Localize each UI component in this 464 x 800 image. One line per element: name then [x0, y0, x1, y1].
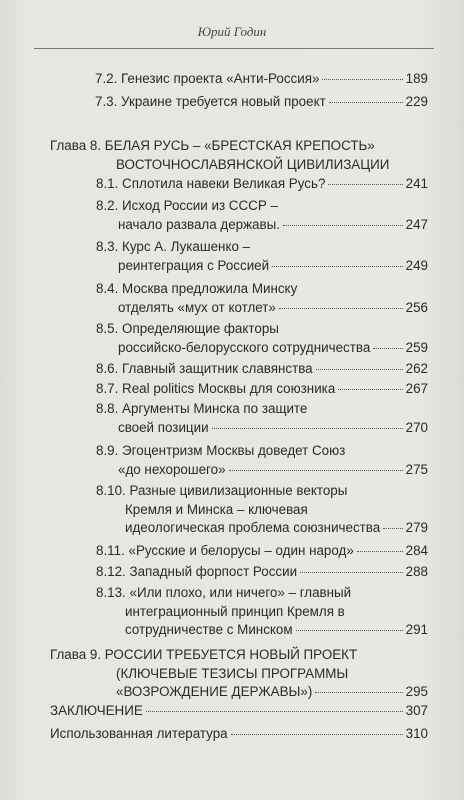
- toc-page-number: 259: [405, 339, 428, 355]
- toc-entry-title: Глава 8. БЕЛАЯ РУСЬ – «БРЕСТСКАЯ КРЕПОСТЬ»: [50, 138, 375, 153]
- toc-entry-title: 8.1. Сплотила навеки Великая Русь?: [96, 176, 326, 191]
- toc-entry-title: Глава 9. РОССИИ ТРЕБУЕТСЯ НОВЫЙ ПРОЕКТ: [50, 647, 358, 662]
- toc-entry-title: 8.3. Курс А. Лукашенко –: [96, 239, 251, 254]
- toc-entry-line: [118, 257, 428, 275]
- toc-page-number: 270: [405, 419, 428, 435]
- toc-entry-title: 7.2. Генезис проекта «Анти-Россия»: [95, 71, 320, 86]
- toc-leader-dots: [146, 711, 403, 712]
- toc-entry-line: [118, 299, 428, 317]
- toc-leader-dots: [229, 470, 403, 471]
- toc-entry-title: сотрудничестве с Минском: [125, 622, 293, 637]
- toc-leader-dots: [357, 551, 403, 552]
- toc-page-number: 288: [405, 564, 428, 579]
- toc-page-number: 307: [405, 703, 428, 718]
- toc-entry-line: [118, 461, 428, 479]
- toc-leader-dots: [231, 734, 403, 735]
- toc-entry-title: Кремля и Минска – ключевая: [125, 501, 308, 517]
- header-rule: [34, 48, 434, 49]
- toc-entry-title: 8.7. Real politics Москвы для союзника: [96, 381, 336, 396]
- toc-entry-line: [50, 725, 428, 743]
- toc-page-number: 267: [405, 381, 428, 396]
- toc-page-number: 291: [405, 622, 428, 637]
- toc-page-number: 262: [405, 361, 428, 376]
- toc-entry-title: интеграционный принцип Кремля в: [125, 603, 345, 619]
- toc-leader-dots: [300, 572, 403, 573]
- toc-entry-line: [118, 419, 428, 437]
- toc-page-number: 310: [405, 726, 428, 741]
- toc-leader-dots: [383, 528, 402, 529]
- toc-entry-title: 8.2. Исход России из СССР –: [96, 198, 278, 213]
- toc-leader-dots: [329, 102, 403, 103]
- toc-leader-dots: [283, 225, 403, 226]
- toc-leader-dots: [322, 79, 402, 80]
- toc-leader-dots: [272, 266, 403, 267]
- toc-leader-dots: [373, 348, 402, 349]
- toc-leader-dots: [279, 308, 403, 309]
- toc-entry-title: 8.11. «Русские и белорусы – один народ»: [96, 543, 354, 558]
- toc-page-number: 249: [405, 257, 428, 273]
- toc-leader-dots: [212, 428, 403, 429]
- toc-leader-dots: [338, 389, 402, 390]
- toc-entry-title: 8.13. «Или плохо, или ничего» – главный: [96, 585, 352, 600]
- toc-entry-title: ЗАКЛЮЧЕНИЕ: [50, 703, 143, 718]
- toc-entry-title: реинтеграция с Россией: [118, 257, 270, 273]
- toc-leader-dots: [315, 692, 402, 693]
- toc-page-number: 241: [405, 176, 428, 191]
- toc-entry-title: «до нехорошего»: [118, 461, 226, 477]
- toc-entry-line: [96, 175, 428, 193]
- toc-leader-dots: [328, 184, 402, 185]
- toc-entry-title: 8.4. Москва предложила Минску: [96, 281, 298, 296]
- toc-entry-line: [116, 683, 428, 701]
- toc-page-number: 279: [405, 520, 428, 535]
- running-header-author: Юрий Годин: [197, 24, 267, 39]
- toc-entry-line: [96, 360, 428, 378]
- toc-entry-title: 8.10. Разные цивилизационные векторы: [96, 483, 348, 498]
- toc-entry-title: Использованная литература: [50, 726, 228, 741]
- toc-page-number: 229: [405, 94, 428, 109]
- toc-entry-title: 7.3. Украине требуется новый проект: [95, 94, 326, 109]
- toc-entry-title: 8.8. Аргументы Минска по защите: [96, 401, 308, 416]
- toc-entry-title: идеологическая проблема союзничества: [125, 520, 381, 535]
- toc-entry-title: начало развала державы.: [118, 216, 280, 232]
- toc-entry-line: [96, 380, 428, 398]
- toc-entry-line: [50, 702, 428, 720]
- toc-page-number: 284: [405, 543, 428, 558]
- toc-entry-line: [96, 542, 428, 560]
- toc-page-number: 295: [405, 684, 428, 699]
- toc-entry-title: своей позиции: [118, 419, 209, 435]
- toc-leader-dots: [316, 369, 403, 370]
- toc-leader-dots: [296, 630, 403, 631]
- toc-entry-title: (КЛЮЧЕВЫЕ ТЕЗИСЫ ПРОГРАММЫ: [116, 665, 349, 681]
- toc-entry-line: [125, 519, 428, 537]
- toc-entry-title: отделять «мух от котлет»: [118, 299, 276, 315]
- toc-page-number: 189: [405, 71, 428, 86]
- toc-page-number: 256: [405, 299, 428, 315]
- toc-page-number: 247: [405, 216, 428, 232]
- toc-entry-line: [95, 70, 428, 88]
- toc-entry-line: [95, 93, 428, 111]
- toc-entry-line: [96, 563, 428, 581]
- toc-entry-title: 8.12. Западный форпост России: [96, 564, 298, 579]
- toc-entry-line: [118, 339, 428, 357]
- toc-entry-line: [125, 621, 428, 639]
- toc-entry-title: 8.9. Эгоцентризм Москвы доведет Союз: [96, 443, 346, 458]
- toc-entry-title: российско-белорусского сотрудничества: [118, 339, 371, 355]
- toc-page-number: 275: [405, 461, 428, 477]
- toc-entry-title: ВОСТОЧНОСЛАВЯНСКОЙ ЦИВИЛИЗАЦИИ: [116, 156, 390, 172]
- toc-entry-title: 8.5. Определяющие факторы: [96, 321, 279, 336]
- toc-entry-title: «ВОЗРОЖДЕНИЕ ДЕРЖАВЫ»): [116, 684, 313, 699]
- toc-entry-line: [118, 216, 428, 234]
- toc-entry-title: 8.6. Главный защитник славянства: [96, 361, 313, 376]
